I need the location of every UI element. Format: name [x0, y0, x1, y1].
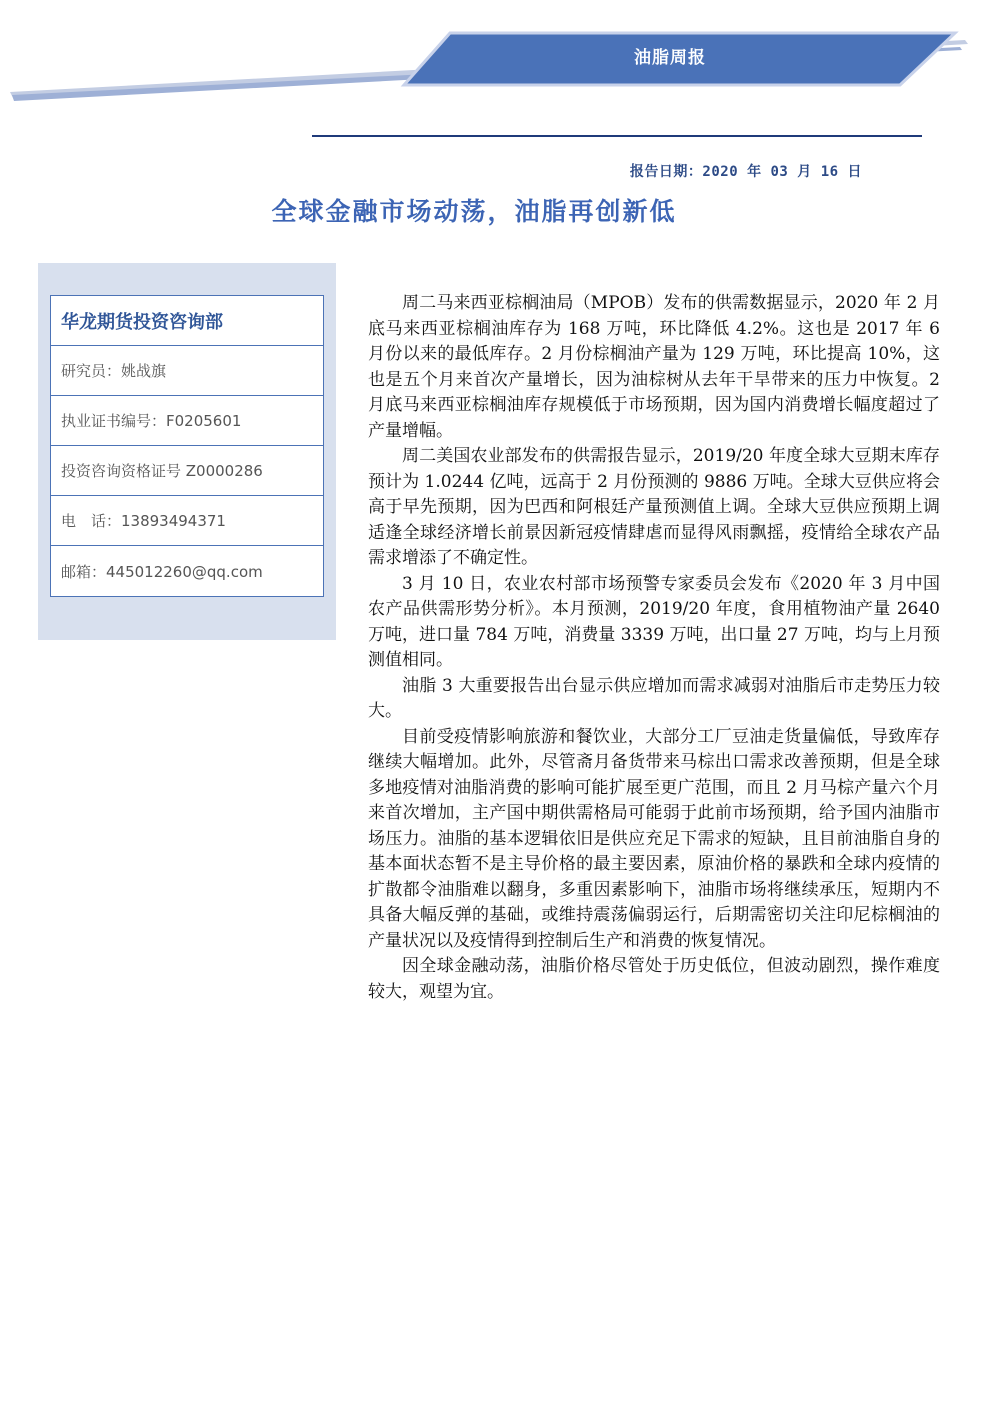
paragraph: 周二美国农业部发布的供需报告显示，2019/20 年度全球大豆期末库存预计为 1.0244 亿吨，远高于 2 月份预测的 9886 万吨。全球大豆供应将会高于早先预期，因为巴西和阿根廷产量预测值上调。全球大豆供应预期上调适逢全球经济增长前景因新冠疫情肆虐而显得风雨飘摇，疫情给全球农产品需求增添了不确定性。 [368, 446, 940, 568]
researcher: 研究员：姚战旗 [51, 346, 323, 396]
paragraph: 3 月 10 日，农业农村部市场预警专家委员会发布《2020 年 3 月中国农产品供需形势分析》。本月预测，2019/20 年度，食用植物油产量 2640 万吨，进口量 784 万吨，消费量 3339 万吨，出口量 27 万吨，均与上月预测值相同。 [368, 573, 940, 670]
sidebar-panel [38, 263, 336, 640]
paragraph: 目前受疫情影响旅游和餐饮业，大部分工厂豆油走货量偏低，导致库存继续大幅增加。此外，尽管斋月备货带来马棕出口需求改善预期，但是全球多地疫情对油脂消费的影响可能扩展至更广范围，而且 2 月马棕产量六个月来首次增加，主产国中期供需格局可能弱于此前市场预期，给予国内油脂市场压力。油脂的基本逻辑依旧是供应充足下需求的短缺，且目前油脂自身的基本面状态暂不是主导价格的最主要因素，原油价格的暴跌和全球内疫情的扩散都令油脂难以翻身，多重因素影响下，油脂市场将继续承压，短期内不具备大幅反弹的基础，或维持震荡偏弱运行，后期需密切关注印尼棕榈油的产量状况以及疫情得到控制后生产和消费的恢复情况。 [368, 726, 940, 951]
paragraph: 因全球金融动荡，油脂价格尽管处于历史低位，但波动剧烈，操作难度较大，观望为宜。 [368, 956, 940, 1002]
report-date: 报告日期：2020 年 03 月 16 日 [629, 164, 862, 180]
consult-certificate: 投资咨询资格证号 Z0000286 [51, 446, 323, 496]
header-divider [312, 135, 922, 137]
article-body [368, 291, 940, 1005]
license-number: 执业证书编号：F0205601 [51, 396, 323, 446]
paragraph: 周二马来西亚棕榈油局（MPOB）发布的供需数据显示，2020 年 2 月底马来西亚棕榈油库存为 168 万吨，环比降低 4.2%。这也是 2017 年 6 月份以来的最低库存。2 月份棕榈油产量为 129 万吨，环比提高 10%，这也是五个月来首次产量增长，因为油棕树从去年干旱带来的压力中恢复。2 月底马来西亚棕榈油库存规模低于市场预期，因为国内消费增长幅度超过了产量增幅。 [368, 293, 940, 441]
email: 邮箱：445012260@qq.com [61, 562, 263, 581]
paragraph: 油脂 3 大重要报告出台显示供应增加而需求减弱对油脂后市走势压力较大。 [368, 675, 940, 721]
banner-shape [0, 0, 992, 110]
page-title: 全球金融市场动荡，油脂再创新低 [271, 197, 677, 226]
phone: 电 话：13893494371 [51, 496, 323, 546]
header-banner [0, 0, 992, 110]
department-name: 华龙期货投资咨询部 [51, 296, 323, 346]
contact-info-box [50, 295, 324, 597]
banner-title: 油脂周报 [634, 48, 706, 68]
